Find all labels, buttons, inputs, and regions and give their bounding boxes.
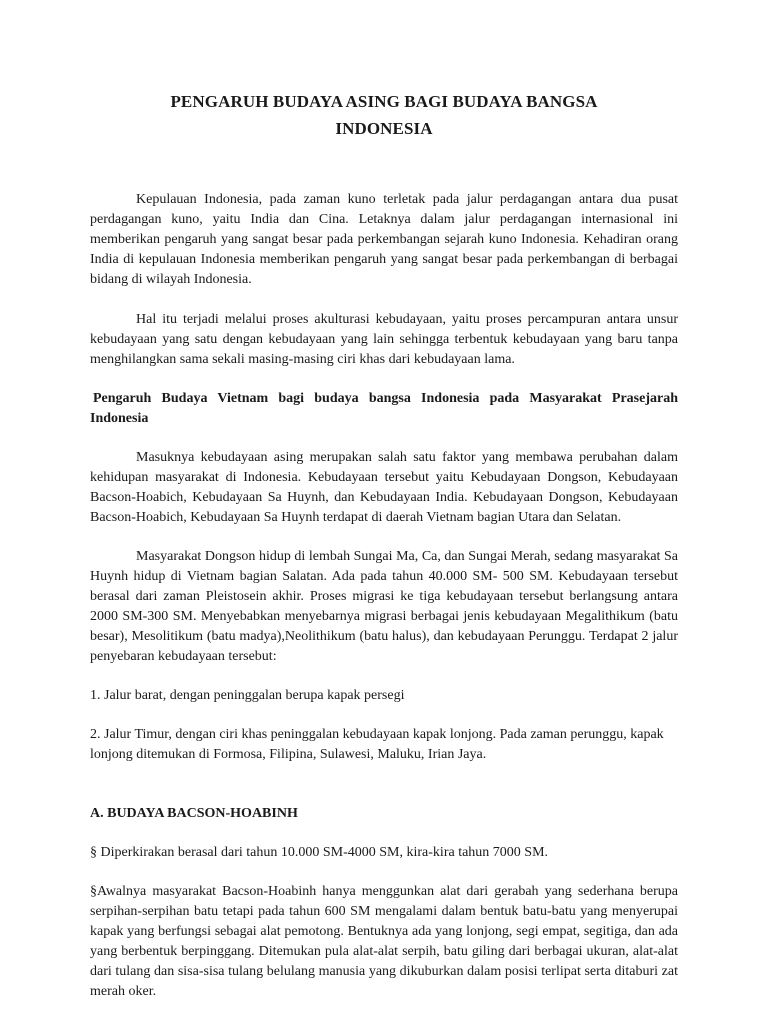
document-title [90,88,678,142]
section-heading-bacson-hoabinh: A. BUDAYA BACSON-HOABINH [90,806,298,821]
paragraph-intro: Kepulauan Indonesia, pada zaman kuno terletak pada jalur perdagangan antara dua pusat perdagangan kuno, yaitu India dan Cina. Letaknya dalam jalur perdagangan internasional ini memberikan pengaruh yang sangat besar pada perkembangan sejarah kuno Indonesia. Kehadiran orang India di kepulauan Indonesia memberikan pengaruh yang sangat besar pada perkembangan di berbagai bidang di wilayah Indonesia. [90,192,678,287]
list-item-jalur-timur: 2. Jalur Timur, dengan ciri khas peninggalan kebudayaan kapak lonjong. Pada zaman perunggu, kapak lonjong ditemukan di Formosa, Filipina, Sulawesi, Maluku, Irian Jaya. [90,727,664,762]
paragraph-kebudayaan-asing: Masuknya kebudayaan asing merupakan salah satu faktor yang membawa perubahan dalam kehidupan masyarakat di Indonesia. Kebudayaan tersebut yaitu Kebudayaan Dongson, Kebudayaan Bacson-Hoabich, Kebudayaan Sa Huynh, dan Kebudayaan India. Kebudayaan Dongson, Kebudayaan Bacson-Hoabich, Kebudayaan Sa Huynh terdapat di daerah Vietnam bagian Utara dan Selatan. [90,450,678,525]
paragraph-akulturasi: Hal itu terjadi melalui proses akulturasi kebudayaan, yaitu proses percampuran antara unsur kebudayaan yang satu dengan kebudayaan yang lain sehingga terbentuk kebudayaan yang baru tanpa menghilangkan sama sekali masing-masing ciri khas dari kebudayaan lama. [90,312,678,367]
list-item-jalur-barat: 1. Jalur barat, dengan peninggalan berupa kapak persegi [90,688,405,703]
title-line-2: INDONESIA [335,119,433,138]
bullet-item-alat: §Awalnya masyarakat Bacson-Hoabinh hanya menggunkan alat dari gerabah yang sederhana berupa serpihan-serpihan batu tetapi pada tahun 600 SM mengalami dalam bentuk batu-batu yang menyerupai kapak yang berfungsi sebagai alat pemotong. Bentuknya ada yang lonjong, segi empat, segitiga, dan ada yang berbentuk berpinggang. Ditemukan pula alat-alat serpih, batu giling dari berbagai ukuran, alat-alat dari tulang dan sisa-sisa tulang belulang manusia yang dikuburkan dalam posisi terlipat serta ditaburi zat merah oker. [90,884,678,999]
paragraph-dongson: Masyarakat Dongson hidup di lembah Sungai Ma, Ca, dan Sungai Merah, sedang masyarakat Sa Huynh hidup di Vietnam bagian Salatan. Ada pada tahun 40.000 SM- 500 SM. Kebudayaan tersebut berasal dari zaman Pleistosein akhir. Proses migrasi ke tiga kebudayaan tersebut berlangsung antara 2000 SM-300 SM. Menyebabkan menyebarnya migrasi berbagai jenis kebudayaan Megalithikum (batu besar), Mesolitikum (batu madya),Neolithikum (batu halus), dan kebudayaan Perunggu. Terdapat 2 jalur penyebaran kebudayaan tersebut: [90,549,678,664]
subheading-vietnam: Pengaruh Budaya Vietnam bagi budaya bangsa Indonesia pada Masyarakat Prasejarah Indonesia [90,391,678,426]
title-line-1: PENGARUH BUDAYA ASING BAGI BUDAYA BANGSA [170,92,598,111]
bullet-item-tahun: § Diperkirakan berasal dari tahun 10.000 SM-4000 SM, kira-kira tahun 7000 SM. [90,845,549,860]
